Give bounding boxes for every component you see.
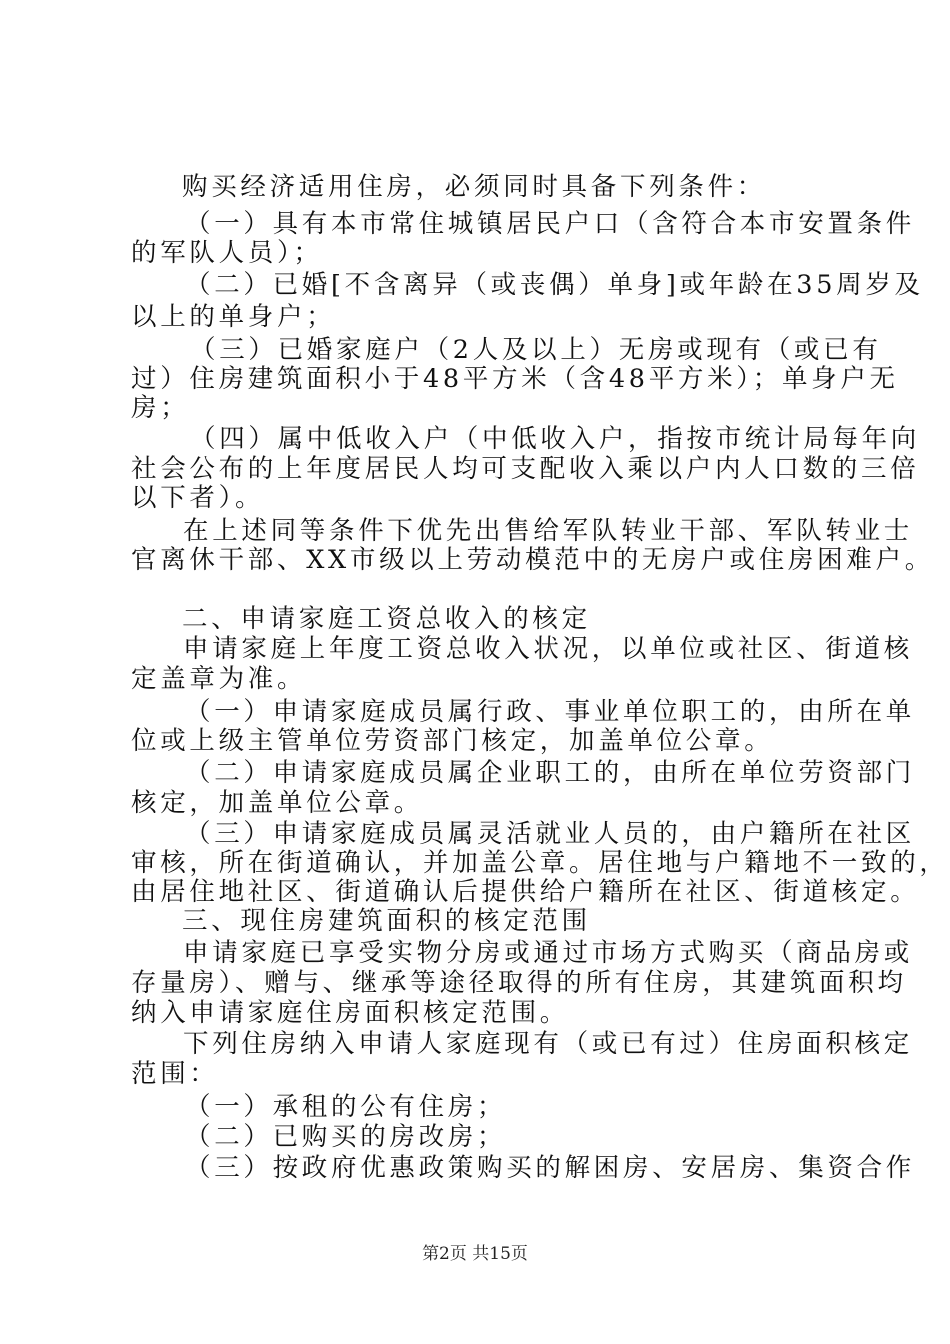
paragraph-line: 的军队人员）； [131, 238, 323, 268]
paragraph-line: 以上的单身户； [131, 302, 336, 332]
paragraph-line: 纳入申请家庭住房面积核定范围。 [131, 998, 570, 1028]
paragraph-line: 位或上级主管单位劳资部门核定，加盖单位公章。 [131, 726, 774, 756]
paragraph-line: 在上述同等条件下优先出售给军队转业干部、军队转业士 [183, 516, 914, 546]
paragraph-line: （三）申请家庭成员属灵活就业人员的，由户籍所在社区 [185, 819, 916, 849]
paragraph-line: （一）申请家庭成员属行政、事业单位职工的，由所在单 [185, 697, 916, 727]
section-heading: 二、申请家庭工资总收入的核定 [182, 604, 591, 634]
paragraph-line: 审核，所在街道确认，并加盖公章。居住地与户籍地不一致的， [131, 848, 949, 878]
page-number-footer: 第2页 共15页 [422, 1244, 528, 1264]
paragraph-line: （三）按政府优惠政策购买的解困房、安居房、集资合作 [185, 1153, 916, 1183]
paragraph-line: 申请家庭已享受实物分房或通过市场方式购买（商品房或 [183, 938, 914, 968]
paragraph-line: 以下者）。 [131, 483, 265, 513]
paragraph-line: 申请家庭上年度工资总收入状况，以单位或社区、街道核 [183, 634, 914, 664]
paragraph-line: （三）已婚家庭户（2人及以上）无房或现有（或已有 [190, 335, 882, 365]
paragraph-line: 购买经济适用住房，必须同时具备下列条件： [182, 172, 767, 202]
paragraph-line: 定盖章为准。 [131, 664, 307, 694]
paragraph-line: （一）承租的公有住房； [185, 1092, 507, 1122]
paragraph-line: 存量房）、赠与、继承等途径取得的所有住房，其建筑面积均 [131, 968, 907, 998]
paragraph-line: 官离休干部、XX市级以上劳动模范中的无房户或住房困难户。 [131, 545, 934, 575]
section-heading: 三、现住房建筑面积的核定范围 [182, 906, 591, 936]
paragraph-line: 社会公布的上年度居民人均可支配收入乘以户内人口数的三倍 [131, 454, 920, 484]
paragraph-line: 过）住房建筑面积小于48平方米（含48平方米）；单身户无 [131, 364, 899, 394]
paragraph-line: 由居住地社区、街道确认后提供给户籍所在社区、街道核定。 [131, 877, 920, 907]
paragraph-line: 房； [131, 393, 190, 423]
paragraph-line: （二）申请家庭成员属企业职工的，由所在单位劳资部门 [185, 758, 916, 788]
paragraph-line: （一）具有本市常住城镇居民户口（含符合本市安置条件 [185, 209, 916, 239]
paragraph-line: （二）已购买的房改房； [185, 1122, 507, 1152]
paragraph-line: 核定，加盖单位公章。 [131, 788, 424, 818]
paragraph-line: （二）已婚[不含离异（或丧偶）单身]或年龄在35周岁及 [185, 270, 924, 300]
paragraph-line: （四）属中低收入户（中低收入户，指按市统计局每年向 [190, 424, 921, 454]
paragraph-line: 下列住房纳入申请人家庭现有（或已有过）住房面积核定 [183, 1029, 914, 1059]
paragraph-line: 范围： [131, 1059, 219, 1089]
